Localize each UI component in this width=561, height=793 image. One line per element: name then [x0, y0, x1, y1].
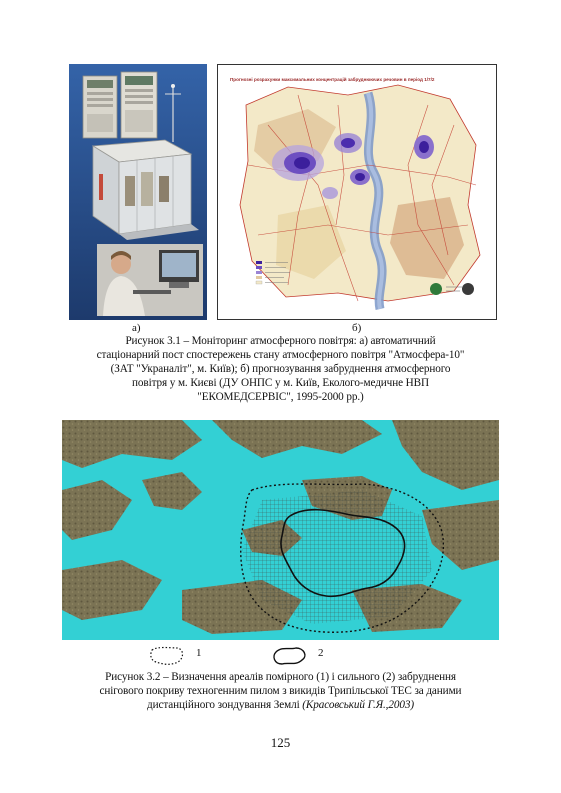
- satellite-image-drawing: [62, 420, 499, 640]
- kyiv-pollution-forecast-map: [217, 64, 497, 320]
- page-number: 125: [270, 735, 291, 750]
- caption-line: Рисунок 3.2 – Визначення ареалів помірного (1) і сильного (2) забруднення: [105, 671, 456, 683]
- map-title: Прогнозні розрахунки максимальних концентрацій забруднюючих речовин в період 1/7/2: [230, 77, 435, 82]
- figure-3-1-panel-a-label: а): [132, 322, 141, 334]
- pavilion-cutaway: [93, 140, 199, 240]
- monitoring-station-illustration: [69, 64, 207, 320]
- legend-strong-solid-symbol: [270, 644, 310, 668]
- analyzer-rack-right: [121, 72, 157, 138]
- caption-line: снігового покриву техногенним пилом з викидів Трипільської ТЕС за даними: [99, 685, 462, 697]
- caption-line: Рисунок 3.1 – Моніторинг атмосферного повітря: а) автоматичний: [125, 335, 436, 347]
- monitoring-station-photo: [69, 64, 207, 320]
- operator-photo: [97, 244, 203, 316]
- caption-line: дистанційного зондування Землі: [147, 699, 300, 711]
- figure-3-1-panel-b-label: б): [352, 322, 362, 334]
- legend-label-1: 1: [196, 647, 202, 659]
- caption-line: "ЕКОМЕДСЕРВІС", 1995-2000 рр.): [197, 391, 364, 403]
- caption-line: (ЗАТ "Укрaналіт", м. Київ); б) прогнозування забруднення атмосферного: [110, 363, 451, 375]
- legend-moderate-dotted-symbol: [148, 644, 188, 668]
- analyzer-rack-left: [83, 76, 117, 138]
- figure-3-2-caption: [62, 670, 499, 712]
- legend-label-2: 2: [318, 647, 324, 659]
- caption-citation: (Красовський Г.Я.,2003): [302, 699, 414, 711]
- figure-3-1-caption: [62, 334, 499, 404]
- caption-line: повітря у м. Києві (ДУ ОНПС у м. Київ, Еколого-медичне НВП: [132, 377, 429, 389]
- caption-line-with-citation: [62, 698, 499, 712]
- caption-line: стаціонарний пост спостережень стану атмосферного повітря "Атмосфера-10": [96, 349, 465, 361]
- map-drawing: [218, 65, 496, 319]
- satellite-snow-pollution-image: [62, 420, 499, 640]
